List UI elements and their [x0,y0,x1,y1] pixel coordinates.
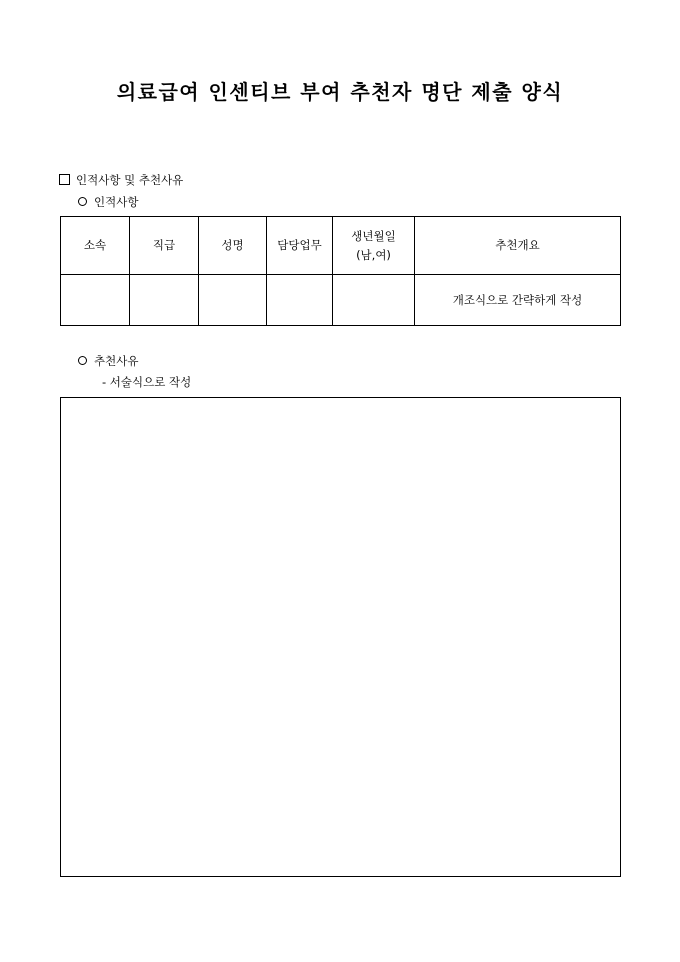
col-header-duty: 담당업무 [267,217,333,275]
reason-label: 추천사유 [94,354,139,368]
table-row [61,275,621,326]
table-header-row [61,217,621,275]
cell-affiliation[interactable] [61,275,130,326]
section-heading [59,172,183,188]
cell-summary[interactable]: 개조식으로 간략하게 작성 [415,275,621,326]
section-heading-label: 인적사항 및 추천사유 [76,173,184,187]
cell-birthdate[interactable] [333,275,415,326]
col-header-birthdate-line1: 생년월일 [351,228,396,243]
col-header-summary: 추천개요 [415,217,621,275]
cell-name[interactable] [199,275,267,326]
circle-bullet-icon [78,356,87,365]
checkbox-icon [59,174,70,185]
cell-position[interactable] [130,275,199,326]
page-title: 의료급여 인센티브 부여 추천자 명단 제출 양식 [116,80,564,104]
reason-heading [78,353,138,369]
col-header-birthdate-line2: (남,여) [356,247,391,262]
cell-duty[interactable] [267,275,333,326]
col-header-position: 직급 [130,217,199,275]
col-header-name: 성명 [199,217,267,275]
personal-info-heading [78,194,138,210]
circle-bullet-icon [78,197,87,206]
reason-note: - 서술식으로 작성 [102,375,192,389]
personal-info-table [60,216,621,326]
personal-info-label: 인적사항 [94,195,139,209]
reason-textbox[interactable] [60,397,621,877]
col-header-birthdate [333,217,415,275]
col-header-affiliation: 소속 [61,217,130,275]
